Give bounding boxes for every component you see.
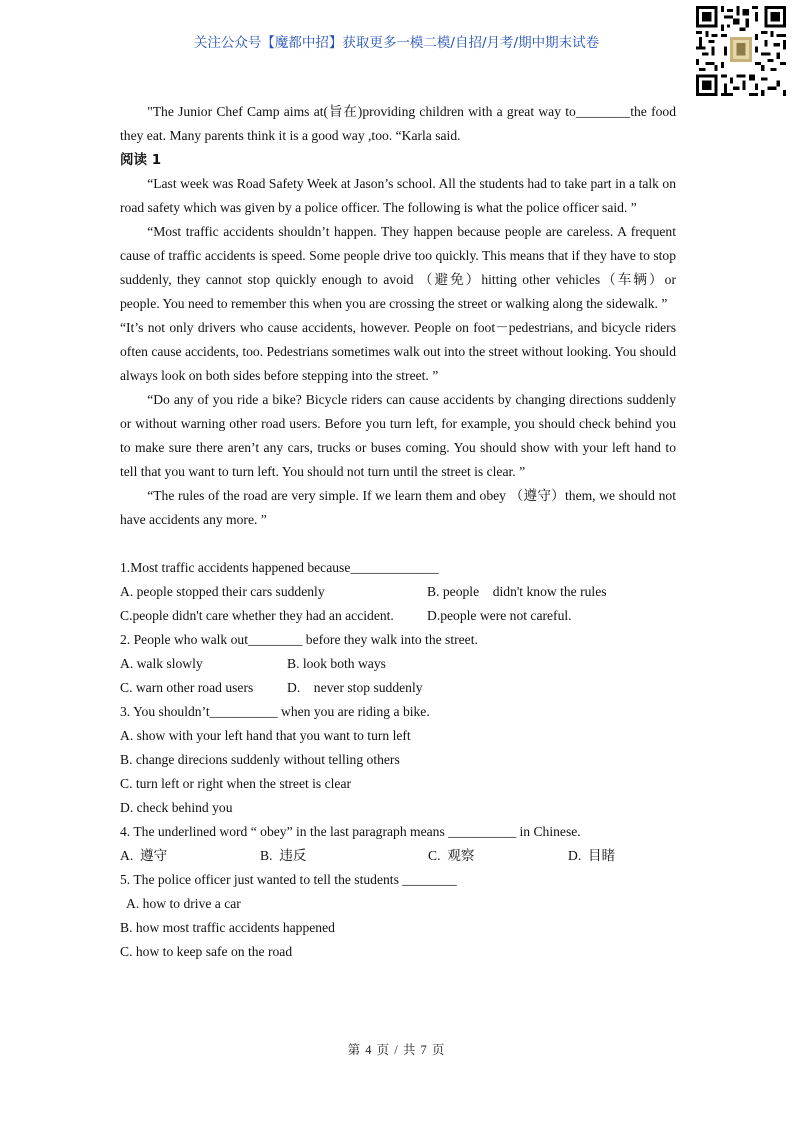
option-b: B. change direcions suddenly without telling others <box>120 752 400 767</box>
question-5 <box>120 868 676 964</box>
option-b: B. 违反 <box>260 848 307 863</box>
option-a: A. 遵守 <box>120 848 168 863</box>
page-number: 第 4 页 / 共 7 页 <box>347 1043 446 1057</box>
option-b: B. people didn't know the rules <box>427 584 607 599</box>
option-c: C. turn left or right when the street is clear <box>120 776 352 791</box>
option-a: A. show with your left hand that you want to turn left <box>120 728 411 743</box>
question-stem: 5. The police officer just wanted to tell the students ________ <box>120 872 457 887</box>
reading-heading: 阅读 1 <box>120 152 162 168</box>
option-d: D. 目睹 <box>568 848 616 863</box>
option-a: A. walk slowly <box>120 656 203 671</box>
page-content <box>120 100 676 964</box>
question-2 <box>120 628 676 700</box>
option-c: C. how to keep safe on the road <box>120 944 293 959</box>
qr-code-icon <box>696 6 786 96</box>
option-d: D. never stop suddenly <box>287 680 423 695</box>
question-stem: 3. You shouldn’t__________ when you are riding a bike. <box>120 704 430 719</box>
option-a: A. people stopped their cars suddenly <box>120 584 325 599</box>
spacer <box>120 532 676 556</box>
question-3 <box>120 700 676 820</box>
option-c: C. warn other road users <box>120 680 254 695</box>
option-b: B. how most traffic accidents happened <box>120 920 335 935</box>
question-4 <box>120 820 676 868</box>
option-d: D. check behind you <box>120 800 233 815</box>
option-b: B. look both ways <box>287 656 386 671</box>
option-c: C. 观察 <box>428 848 475 863</box>
option-d: D.people were not careful. <box>427 608 572 623</box>
question-stem: 1.Most traffic accidents happened because_____________ <box>120 560 439 575</box>
question-1 <box>120 556 676 628</box>
question-stem: 2. People who walk out________ before they walk into the street. <box>120 632 478 647</box>
reading-paragraph: “Do any of you ride a bike? Bicycle riders can cause accidents by changing directions suddenly or without warning other road users. Before you turn left, for example, you should check behind you to make sure there aren’t any cars, trucks or buses coming. You should show with your left hand to tell that you want to turn left. You should not turn until the street is clear. ” <box>120 392 676 479</box>
reading-paragraph: “Most traffic accidents shouldn’t happen. They happen because people are careless. A frequent cause of traffic accidents is speed. Some people drive too quickly. This means that if they have to stop suddenly, they cannot stop quickly enough to avoid （避免）hitting other vehicles（车辆）or people. You need to remember this when you are crossing the street or walking along the sidewalk. ” <box>120 224 676 311</box>
reading-paragraph: “Last week was Road Safety Week at Jason’s school. All the students had to take part in a talk on road safety which was given by a police officer. The following is what the police officer said. ” <box>120 176 676 215</box>
promo-header: 关注公众号【魔都中招】获取更多一模二模/自招/月考/期中期末试卷 <box>193 35 600 51</box>
reading-paragraph: “It’s not only drivers who cause accidents, however. People on foot－pedestrians, and bicycle riders often cause accidents, too. Pedestrians sometimes walk out into the street without looking. You should always look on both sides before stepping into the street. ” <box>120 320 676 383</box>
reading-paragraph: “The rules of the road are very simple. If we learn them and obey （遵守）them, we should not have accidents any more. ” <box>120 488 676 527</box>
option-c: C.people didn't care whether they had an accident. <box>120 608 394 623</box>
question-stem: 4. The underlined word “ obey” in the last paragraph means __________ in Chinese. <box>120 824 581 839</box>
option-a: A. how to drive a car <box>120 896 241 911</box>
passage-intro: "The Junior Chef Camp aims at(旨在)providing children with a great way to________the food they eat. Many parents think it is a good way ,too. “Karla said. <box>120 104 676 143</box>
